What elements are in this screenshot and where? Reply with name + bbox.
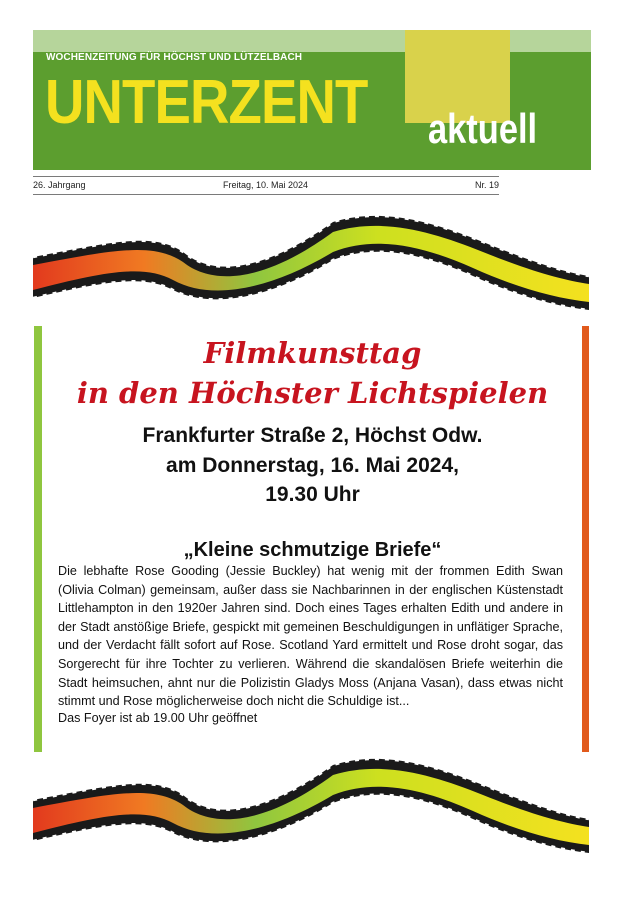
issue-number: Nr. 19	[474, 180, 499, 190]
filmstrip-top-graphic	[33, 202, 589, 326]
filmstrip-bottom-graphic	[33, 740, 589, 864]
masthead	[33, 30, 591, 170]
logo-main: UNTERZENT	[45, 68, 368, 137]
issue-date: Freitag, 10. Mai 2024	[223, 180, 309, 190]
logo-suffix: aktuell	[428, 105, 538, 152]
right-orange-border	[582, 326, 589, 752]
film-description: Die lebhafte Rose Gooding (Jessie Buckley) hat wenig mit der frommen Edith Swan (Olivia Colman) gemeinsam, außer dass sie Nachbarinnen in der englischen Küstenstadt Littlehampton in den 1920er Jahren sind. Doch eines Tages erhalten Edith und andere in der Stadt anstößige Briefe, gespickt mit gemeinen Beschuldigungen in unflätiger Sprache, und der Verdacht fällt sofort auf Rose. Scotland Yard ermittelt und Rose droht sogar, das Sorgerecht für ihre Tochter zu verlieren. Während die skandalösen Briefe weiterhin die Stadt heimsuchen, ahnt nur die Polizistin Gladys Moss (Anjana Vasan), dass etwas nicht stimmt und Rose möglicherweise doch nicht die Schuldige ist...	[58, 564, 563, 709]
foyer-note: Das Foyer ist ab 19.00 Uhr geöffnet	[58, 711, 258, 725]
event-title-line-2: in den Höchster Lichtspielen	[76, 376, 549, 410]
event-time: 19.30 Uhr	[265, 483, 360, 506]
event-address: Frankfurter Straße 2, Höchst Odw.	[142, 424, 483, 447]
event-date: am Donnerstag, 16. Mai 2024,	[166, 454, 459, 477]
masthead-tagline: WOCHENZEITUNG FÜR HÖCHST UND LÜTZELBACH	[46, 52, 303, 63]
event-title-line-1: Filmkunsttag	[203, 336, 422, 370]
issue-info-bar	[33, 176, 499, 195]
volume-label: 26. Jahrgang	[33, 180, 86, 190]
left-green-border	[34, 326, 42, 752]
film-title: „Kleine schmutzige Briefe“	[183, 539, 442, 561]
